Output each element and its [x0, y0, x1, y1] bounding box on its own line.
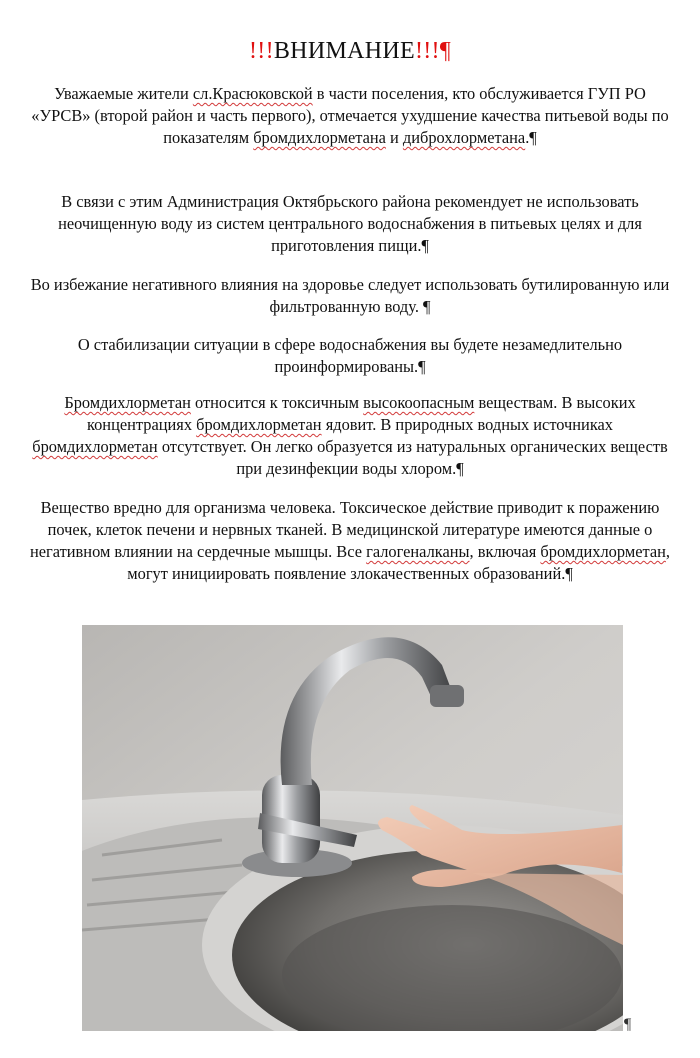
misspelled-word: высокоопасным [363, 393, 475, 412]
misspelled-word: сл.Красюковской [192, 84, 313, 103]
misspelled-word: бромдихлорметан [32, 437, 158, 456]
text-run: и [385, 128, 403, 147]
paragraph-administration-recommendation: В связи с этим Администрация Октябрьского района рекомендует не использовать неочищенную воду из систем центрального водоснабжения в питьевых целях и для приготовления пищи.¶ [58, 192, 642, 255]
paragraph-health-effects [24, 497, 676, 585]
faucet-photo [82, 625, 623, 1031]
paragraph-stabilization-info: О стабилизации ситуации в сфере водоснабжения вы будете незамедлительно проинформированы.¶ [77, 335, 623, 376]
title-exclaim-left: !!! [248, 38, 274, 64]
page-title [0, 36, 700, 66]
misspelled-word: Бромдихлорметан [64, 393, 191, 412]
text-run: в части поселения, кто обслуживается ГУП РО «УРСВ» (второй район и часть первого), отмечается ухудшение качества питьевой воды по показателям [31, 84, 669, 147]
text-run: , могут инициировать появление злокачественных образований.¶ [127, 542, 670, 583]
paragraph-residents-notice [24, 83, 676, 149]
title-exclaim-right: !!!¶ [414, 38, 452, 64]
paragraph-mark: ¶ [624, 1016, 632, 1033]
text-run: Уважаемые жители [54, 84, 193, 103]
text-run: ядовит. В природных водных источниках [321, 415, 614, 434]
misspelled-word: бромдихлорметан [540, 542, 666, 561]
misspelled-word: бромдихлорметана [253, 128, 386, 147]
misspelled-word: диброхлорметана [402, 128, 526, 147]
misspelled-word: галогеналканы [366, 542, 470, 561]
text-run: относится к токсичным [190, 393, 364, 412]
text-run: веществам. В высоких концентрациях [86, 393, 636, 434]
paragraph-bromodichloromethane-info [24, 392, 676, 480]
text-run: .¶ [525, 128, 537, 147]
text-run: , включая [469, 542, 541, 561]
title-text: ВНИМАНИЕ [273, 38, 415, 64]
text-run: отсутствует. Он легко образуется из натуральных органических веществ при дезинфекции воды хлором.¶ [157, 437, 668, 478]
misspelled-word: бромдихлорметан [196, 415, 322, 434]
paragraph-bottled-water: Во избежание негативного влияния на здоровье следует использовать бутилированную или фильтрованную воду. ¶ [30, 275, 670, 316]
text-run: Вещество вредно для организма человека. Токсическое действие приводит к поражению почек, клеток печени и нервных тканей. В медицинской литературе имеются данные о негативном влиянии на сердечные мышцы. Все [30, 498, 660, 561]
